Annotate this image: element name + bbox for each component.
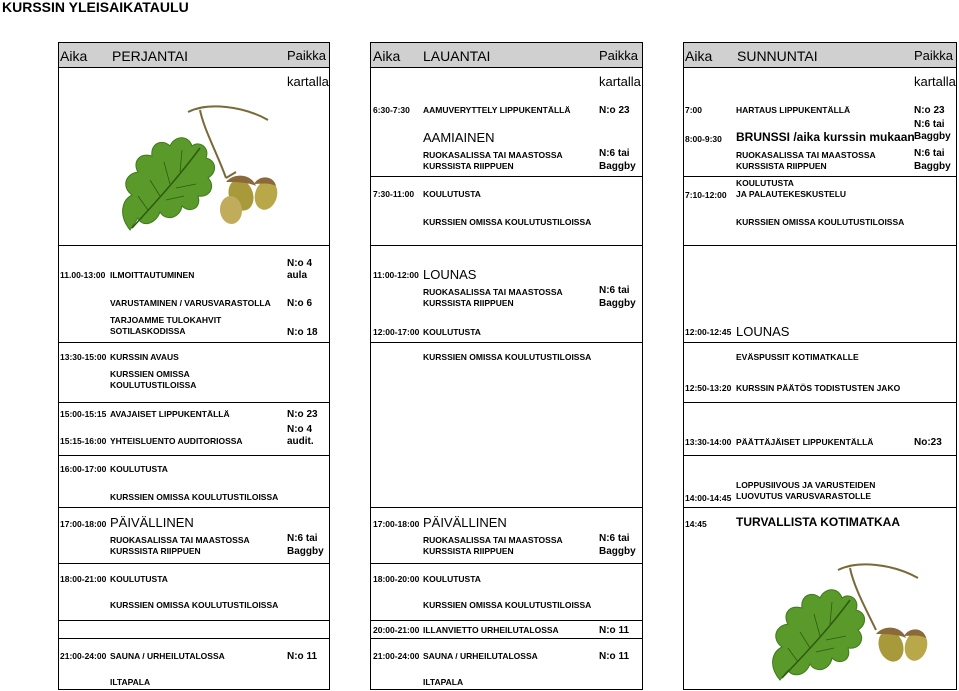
saturday-day-header: LAUANTAI: [423, 48, 491, 64]
saturday-event: KOULUTUSTA: [423, 327, 481, 337]
friday-event: KOULUTUSTA: [110, 574, 168, 584]
saturday-time: 11:00-12:00: [373, 270, 419, 280]
friday-event: PÄIVÄLLINEN: [110, 515, 194, 530]
saturday-event: SAUNA / URHEILUTALOSSA: [423, 651, 538, 661]
sunday-time: 12:00-12:45: [685, 327, 732, 337]
sunday-event: KURSSIEN OMISSA KOULUTUSTILOISSA: [736, 217, 905, 227]
saturday-time: 6:30-7:30: [373, 105, 410, 115]
saturday-event: RUOKASALISSA TAI MAASTOSSA: [423, 150, 563, 160]
sunday-event: EVÄSPUSSIT KOTIMATKALLE: [736, 352, 859, 362]
page-title: KURSSIN YLEISAIKATAULU: [2, 0, 189, 15]
oak-leaf-illustration-bottom: [758, 558, 928, 688]
saturday-event: ILLANVIETTO URHEILUTALOSSA: [423, 625, 559, 635]
saturday-event: KURSSIEN OMISSA KOULUTUSTILOISSA: [423, 352, 592, 362]
sunday-event: KURSSISTA RIIPPUEN: [736, 161, 827, 171]
friday-place: N:o 23: [287, 409, 318, 420]
sunday-paikka-header: Paikka: [914, 48, 954, 63]
saturday-kartalla-header: kartalla: [599, 74, 641, 89]
sunday-place: Baggby: [914, 161, 951, 172]
sunday-time: 14:00-14:45: [685, 493, 732, 503]
saturday-event: KOULUTUSTA: [423, 574, 481, 584]
sunday-event: HARTAUS LIPPUKENTÄLLÄ: [736, 105, 851, 115]
friday-time: 15:15-16:00: [60, 436, 107, 446]
sunday-time: 7:00: [685, 105, 703, 115]
saturday-event: PÄIVÄLLINEN: [423, 515, 507, 530]
sunday-event: KURSSIN PÄÄTÖS TODISTUSTEN JAKO: [736, 383, 901, 393]
friday-place: N:o 18: [287, 327, 318, 338]
sunday-event: JA PALAUTEKESKUSTELU: [736, 189, 847, 199]
saturday-place: N:6 tai: [599, 285, 630, 296]
saturday-event: KURSSISTA RIIPPUEN: [423, 161, 514, 171]
friday-event: KURSSISTA RIIPPUEN: [110, 546, 201, 556]
sunday-event: BRUNSSI /aika kurssin mukaan: [736, 130, 915, 144]
saturday-time: 7:30-11:00: [373, 189, 415, 199]
saturday-place: Baggby: [599, 546, 636, 557]
sunday-event: PÄÄTTÄJÄISET LIPPUKENTÄLLÄ: [736, 437, 874, 447]
friday-event: YHTEISLUENTO AUDITORIOSSA: [110, 436, 243, 446]
friday-time: 15:00-15:15: [60, 409, 107, 419]
sunday-place: Baggby: [914, 131, 951, 142]
friday-day-header: PERJANTAI: [112, 48, 188, 64]
sunday-time: 13:30-14:00: [685, 437, 732, 447]
friday-aika-header: Aika: [60, 48, 88, 64]
friday-event: VARUSTAMINEN / VARUSVARASTOLLA: [110, 298, 271, 308]
friday-event: ILMOITTAUTUMINEN: [110, 270, 195, 280]
saturday-place: N:o 23: [599, 105, 630, 116]
friday-event: KOULUTUSTA: [110, 464, 168, 474]
saturday-paikka-header: Paikka: [599, 48, 639, 63]
saturday-place: N:6 tai: [599, 148, 630, 159]
friday-time: 17:00-18:00: [60, 519, 107, 529]
sunday-time: 12:50-13:20: [685, 383, 732, 393]
friday-place: N:o 4 aula: [287, 258, 312, 281]
sunday-event: KOULUTUSTA: [736, 178, 794, 188]
friday-place: audit.: [287, 436, 314, 447]
saturday-time: 17:00-18:00: [373, 519, 420, 529]
friday-event: ILTAPALA: [110, 677, 151, 687]
saturday-event: KOULUTUSTA: [423, 189, 481, 199]
sunday-place: N:6 tai: [914, 148, 945, 159]
saturday-time: 12:00-17:00: [373, 327, 420, 337]
saturday-aika-header: Aika: [373, 48, 401, 64]
friday-time: 11.00-13:00: [60, 270, 106, 280]
sunday-time: 8:00-9:30: [685, 134, 722, 144]
friday-event: KURSSIEN OMISSA: [110, 369, 190, 379]
friday-event: TARJOAMME TULOKAHVIT: [110, 315, 222, 325]
friday-event: SOTILASKODISSA: [110, 326, 186, 336]
sunday-place: N:o 23: [914, 105, 945, 116]
sunday-time: 14:45: [685, 519, 707, 529]
friday-event: KURSSIEN OMISSA KOULUTUSTILOISSA: [110, 492, 279, 502]
saturday-place: N:6 tai: [599, 533, 630, 544]
saturday-place: Baggby: [599, 298, 636, 309]
saturday-event: ILTAPALA: [423, 677, 464, 687]
saturday-place: N:o 11: [599, 651, 630, 662]
friday-event: AVAJAISET LIPPUKENTÄLLÄ: [110, 409, 230, 419]
saturday-event: LOUNAS: [423, 267, 477, 282]
saturday-column: [370, 42, 643, 690]
saturday-event: KURSSISTA RIIPPUEN: [423, 546, 514, 556]
saturday-event: KURSSIEN OMISSA KOULUTUSTILOISSA: [423, 217, 592, 227]
friday-paikka-header: Paikka: [287, 48, 327, 63]
friday-event: KOULUTUSTILOISSA: [110, 380, 197, 390]
friday-place: N:o 11: [287, 651, 318, 662]
friday-time: 18:00-21:00: [60, 574, 107, 584]
sunday-event: RUOKASALISSA TAI MAASTOSSA: [736, 150, 876, 160]
sunday-event: LUOVUTUS VARUSVARASTOLLE: [736, 491, 872, 501]
saturday-time: 21:00-24:00: [373, 651, 420, 661]
saturday-event: RUOKASALISSA TAI MAASTOSSA: [423, 287, 563, 297]
sunday-event: LOUNAS: [736, 324, 790, 339]
saturday-event: KURSSIEN OMISSA KOULUTUSTILOISSA: [423, 600, 592, 610]
friday-kartalla-header: kartalla: [287, 74, 329, 89]
friday-time: 16:00-17:00: [60, 464, 107, 474]
saturday-event: AAMIAINEN: [423, 130, 495, 145]
friday-time: 13:30-15:00: [60, 352, 107, 362]
friday-place: Baggby: [287, 546, 324, 557]
sunday-place: No:23: [914, 437, 942, 448]
oak-leaf-illustration: [108, 100, 278, 245]
saturday-event: RUOKASALISSA TAI MAASTOSSA: [423, 535, 563, 545]
friday-event: RUOKASALISSA TAI MAASTOSSA: [110, 535, 250, 545]
saturday-event: KURSSISTA RIIPPUEN: [423, 298, 514, 308]
sunday-event: LOPPUSIIVOUS JA VARUSTEIDEN: [736, 480, 876, 490]
sunday-time: 7:10-12:00: [685, 190, 727, 200]
sunday-kartalla-header: kartalla: [914, 74, 956, 89]
sunday-aika-header: Aika: [685, 48, 713, 64]
friday-event: KURSSIEN OMISSA KOULUTUSTILOISSA: [110, 600, 279, 610]
saturday-place: N:o 11: [599, 625, 630, 636]
saturday-place: Baggby: [599, 161, 636, 172]
friday-event: KURSSIN AVAUS: [110, 352, 179, 362]
saturday-time: 20:00-21:00: [373, 625, 420, 635]
saturday-event: AAMUVERYTTELY LIPPUKENTÄLLÄ: [423, 105, 571, 115]
friday-event: SAUNA / URHEILUTALOSSA: [110, 651, 225, 661]
saturday-time: 18:00-20:00: [373, 574, 420, 584]
sunday-place: N:6 tai: [914, 119, 945, 130]
sunday-day-header: SUNNUNTAI: [737, 48, 818, 64]
friday-time: 21:00-24:00: [60, 651, 107, 661]
friday-place: N:o 6: [287, 298, 312, 309]
sunday-event: TURVALLISTA KOTIMATKAA: [736, 515, 900, 529]
friday-place: N:o 4: [287, 424, 312, 435]
friday-place: N:6 tai: [287, 533, 318, 544]
